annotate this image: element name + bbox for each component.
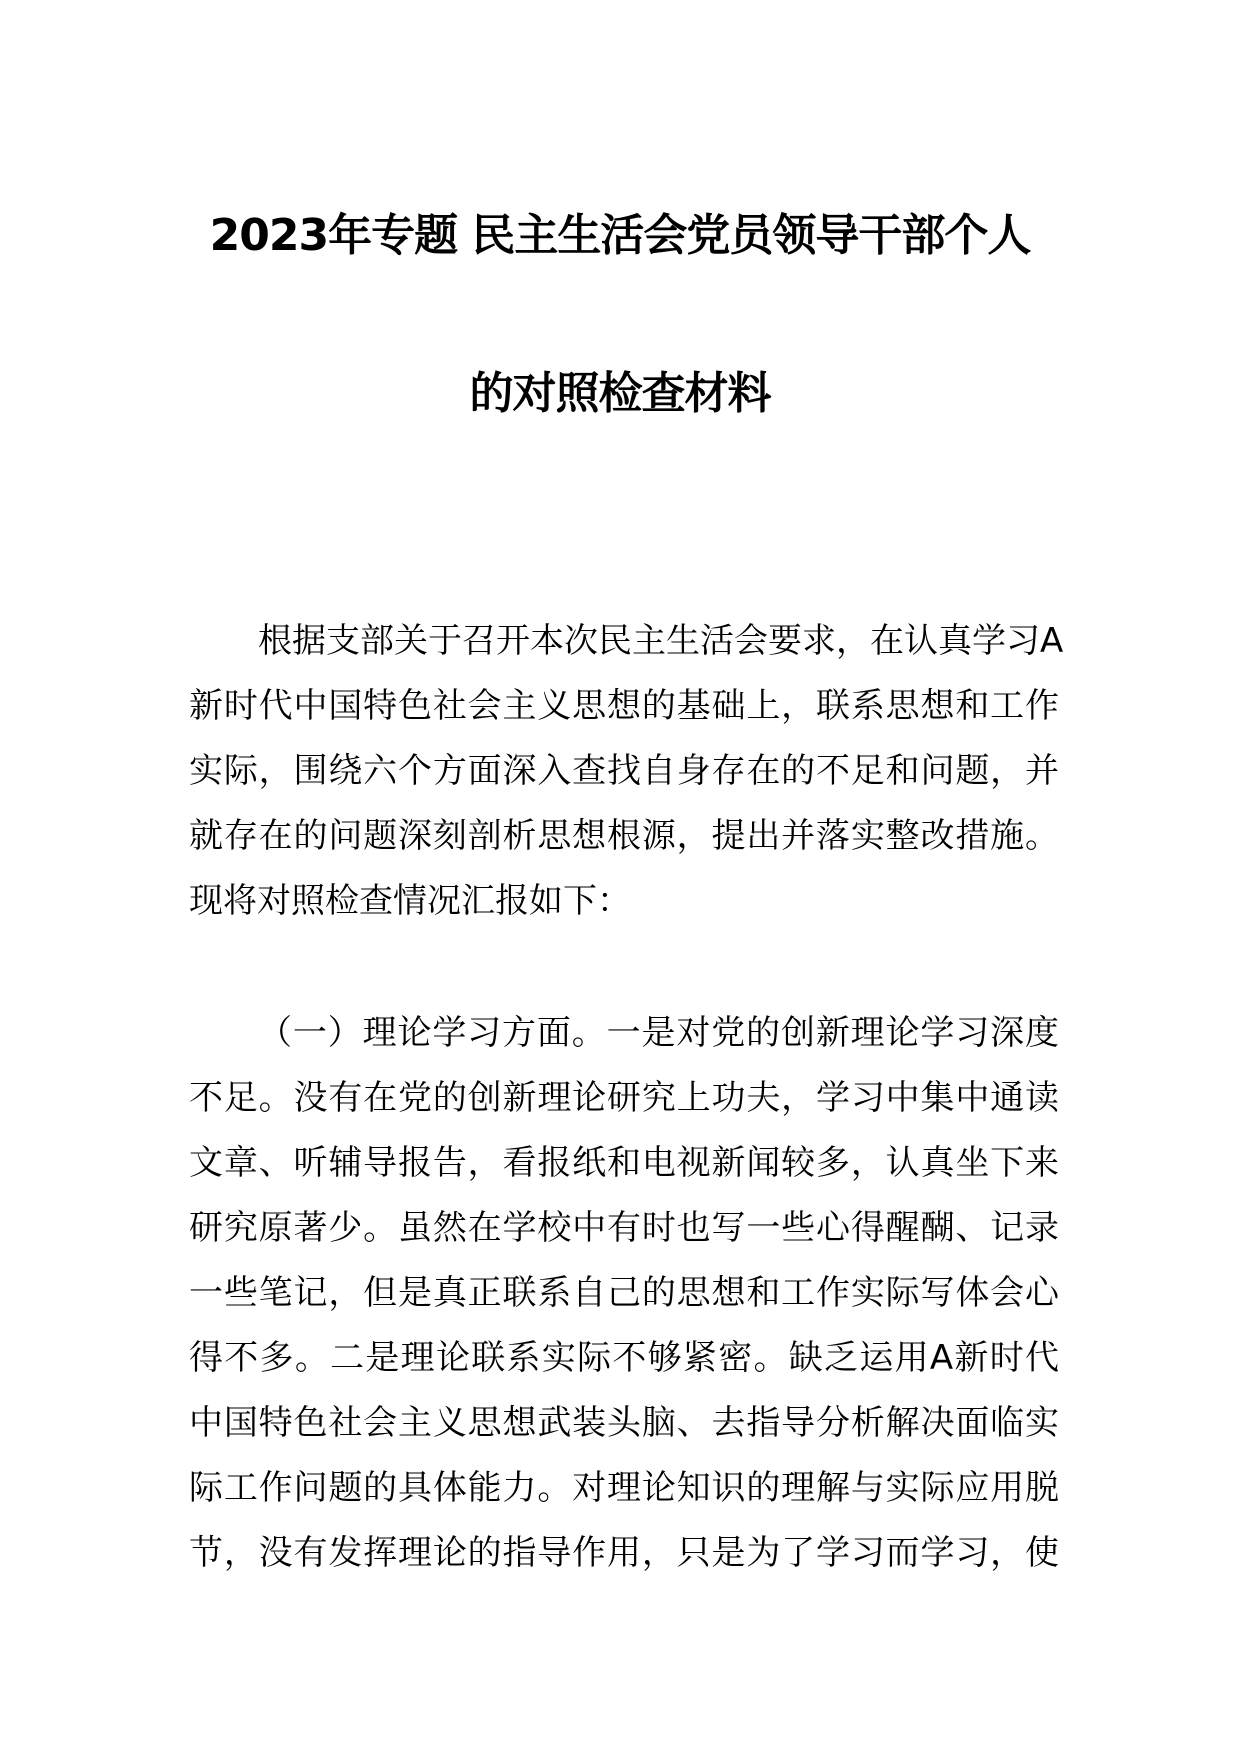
paragraph-line: 实际，围绕六个方面深入查找自身存在的不足和问题，并 [189,751,1059,791]
paragraph-line: 新时代中国特色社会主义思想的基础上，联系思想和工作 [189,686,1059,726]
paragraph-line: 就存在的问题深刻剖析思想根源，提出并落实整改措施。 [189,816,1059,856]
paragraph-line: 不足。没有在党的创新理论研究上功夫，学习中集中通读 [189,1078,1059,1118]
document-title-line-2: 的对照检查材料 [469,368,771,419]
paragraph-line: 根据支部关于召开本次民主生活会要求，在认真学习A [258,621,1064,661]
paragraph-line: 节，没有发挥理论的指导作用，只是为了学习而学习，使 [189,1533,1059,1573]
paragraph-line: 研究原著少。虽然在学校中有时也写一些心得醒醐、记录 [189,1208,1059,1248]
paragraph-line: 文章、听辅导报告，看报纸和电视新闻较多，认真坐下来 [189,1143,1059,1183]
paragraph-line: 际工作问题的具体能力。对理论知识的理解与实际应用脱 [189,1468,1059,1508]
paragraph-line: （一）理论学习方面。一是对党的创新理论学习深度 [258,1013,1059,1053]
paragraph-line: 得不多。二是理论联系实际不够紧密。缺乏运用A新时代 [189,1338,1059,1378]
paragraph-line: 现将对照检查情况汇报如下： [189,881,631,921]
document-title-line-1: 2023年专题 民主生活会党员领导干部个人 [209,210,1031,261]
paragraph-line: 中国特色社会主义思想武装头脑、去指导分析解决面临实 [189,1403,1059,1443]
paragraph-line: 一些笔记，但是真正联系自己的思想和工作实际写体会心 [189,1273,1059,1313]
